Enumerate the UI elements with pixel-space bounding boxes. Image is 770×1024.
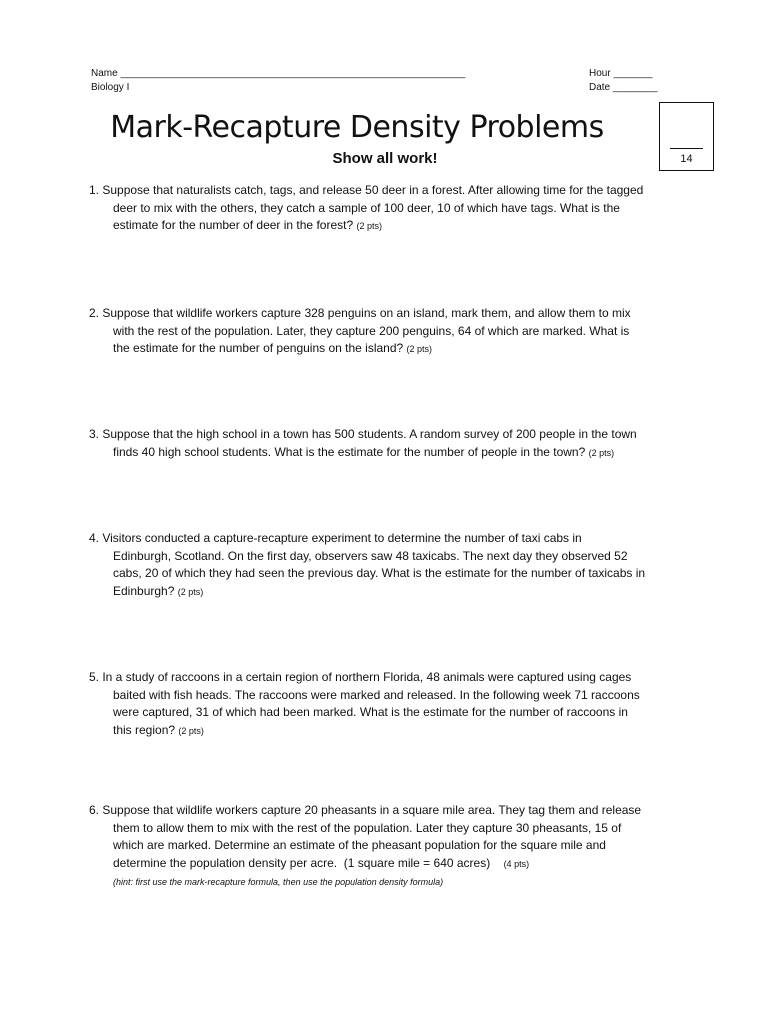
question-line xyxy=(89,217,689,236)
question-6 xyxy=(89,802,689,892)
points-label: (2 pts) xyxy=(356,221,382,232)
question-1 xyxy=(89,182,689,236)
question-line: 3. Suppose that the high school in a town has 500 students. A random survey of 200 people in the town xyxy=(89,427,637,441)
question-line: which are marked. Determine an estimate of the pheasant population for the square mile and xyxy=(113,838,606,853)
question-5 xyxy=(89,669,689,740)
points-label: (2 pts) xyxy=(406,344,433,355)
question-line: were captured, 31 of which had been marked. What is the estimate for the number of raccoons in xyxy=(113,705,628,720)
points-label: (4 pts) xyxy=(503,858,530,869)
question-line: Edinburgh, Scotland. On the first day, observers saw 48 taxicabs. The next day they observed 52 xyxy=(113,548,628,563)
question-line: deer to mix with the others, they catch a sample of 100 deer, 10 of which have tags. What is the xyxy=(113,200,620,215)
score-blank-line xyxy=(670,148,703,149)
course-label: Biology I xyxy=(91,82,130,93)
worksheet-title-wrap xyxy=(0,110,770,145)
points-label: (2 pts) xyxy=(178,725,204,736)
question-line: cabs, 20 of which they had seen the previous day. What is the estimate for the number of taxicabs in xyxy=(113,566,646,581)
question-line xyxy=(89,855,689,874)
points-label: (2 pts) xyxy=(177,586,204,597)
question-line-text: the estimate for the number of penguins on the island? xyxy=(113,341,404,356)
question-line xyxy=(89,583,689,602)
score-total: 14 xyxy=(680,153,693,165)
score-box xyxy=(659,102,714,171)
hour-field-label: Hour _______ xyxy=(589,68,653,79)
question-4 xyxy=(89,530,689,601)
question-line: with the rest of the population. Later, they capture 200 penguins, 64 of which are marked. What is xyxy=(113,323,630,338)
date-field-label: Date ________ xyxy=(589,82,658,93)
subtitle-wrap xyxy=(0,150,770,167)
question-line: 1. Suppose that naturalists catch, tags, and release 50 deer in a forest. After allowing time for the tagged xyxy=(89,183,644,197)
hint-text: (hint: first use the mark-recapture formula, then use the population density formula) xyxy=(113,877,444,888)
question-line xyxy=(89,722,689,741)
question-line: 2. Suppose that wildlife workers capture 328 penguins on an island, mark them, and allow them to mix xyxy=(89,306,631,320)
question-line-text: finds 40 high school students. What is the estimate for the number of people in the town? xyxy=(113,444,586,459)
question-line-text: Edinburgh? xyxy=(113,583,175,598)
name-field-label: Name ______________________________________________________________ xyxy=(91,68,466,79)
question-line: 4. Visitors conducted a capture-recapture experiment to determine the number of taxi cabs in xyxy=(89,531,582,545)
question-line xyxy=(89,444,689,463)
points-label: (2 pts) xyxy=(588,447,615,458)
question-line xyxy=(89,340,689,359)
worksheet-subtitle: Show all work! xyxy=(332,150,438,167)
question-line: them to allow them to mix with the rest of the population. Later they capture 30 pheasants, 15 of xyxy=(113,820,622,835)
worksheet-title: Mark-Recapture Density Problems xyxy=(110,110,604,145)
question-line: 5. In a study of raccoons in a certain region of northern Florida, 48 animals were captured using cages xyxy=(89,670,632,684)
question-3 xyxy=(89,426,689,462)
question-line-text: determine the population density per acre. (1 square mile = 640 acres) xyxy=(113,855,501,870)
question-line: 6. Suppose that wildlife workers capture 20 pheasants in a square mile area. They tag them and release xyxy=(89,803,642,817)
question-line-text: estimate for the number of deer in the forest? xyxy=(113,218,354,233)
question-2 xyxy=(89,305,689,359)
question-line: baited with fish heads. The raccoons were marked and released. In the following week 71 raccoons xyxy=(113,687,640,702)
question-line-text: this region? xyxy=(113,722,176,737)
